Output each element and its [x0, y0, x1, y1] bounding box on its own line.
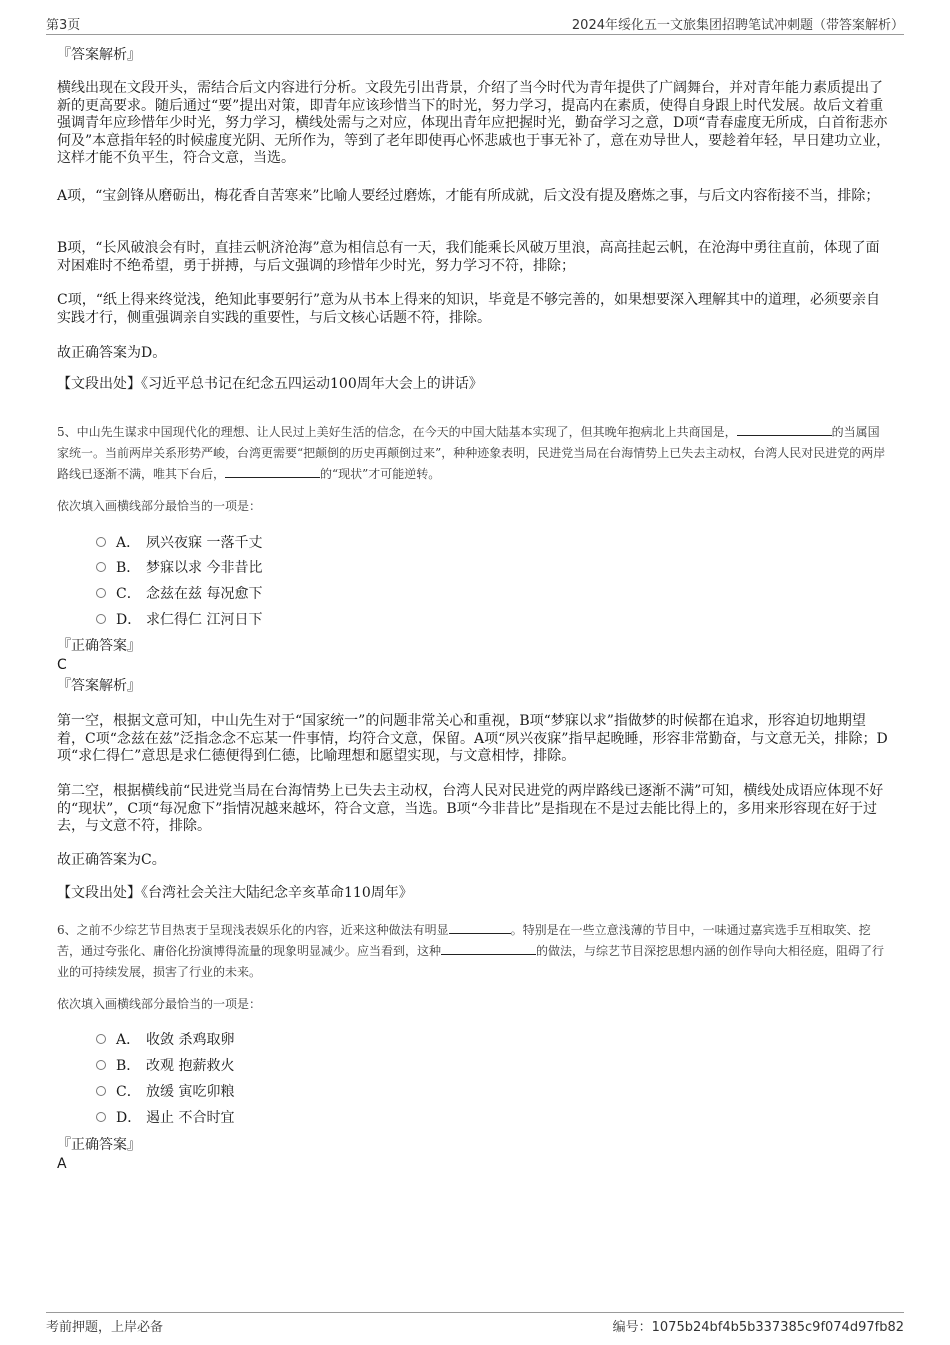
q6-stem [57, 920, 891, 983]
q5-prompt: 依次填入画横线部分最恰当的一项是： [57, 499, 262, 513]
q4-analysis-p1: 横线出现在文段开头，需结合后文内容进行分析。文段先引出背景，介绍了当今时代为青年提供了广阔舞台，并对青年能力素质提出了新的更高要求。随后通过“要”提出对策，即青年应该珍惜当下的时光，努力学习，提高内在素质，使得自身跟上时代发展。故后文着重强调青年应珍惜年少时光，努力学习，横线处需与之对应，体现出青年应把握时光，勤奋学习之意，D项“青春虚度无所成，白首衔悲亦何及”本意指年轻的时候虚度光阴、无所作为，等到了老年即使再心怀悲戚也于事无补了，意在劝导世人，要趁着年轻，早日建功立业，这样才能不负平生，符合文意，当选。 [57, 80, 891, 166]
radio-icon[interactable] [96, 1112, 106, 1122]
q5-answer: C [57, 657, 67, 673]
q6-option-b[interactable]: B． 改观 抱薪救火 [96, 1056, 234, 1076]
q6-answer-label: 『正确答案』 [57, 1137, 141, 1153]
q4-conclusion: 故正确答案为D。 [57, 345, 167, 361]
q5-source: 【文段出处】《台湾社会关注大陆纪念辛亥革命110周年》 [57, 885, 413, 901]
radio-icon[interactable] [96, 1060, 106, 1070]
q5-option-a[interactable]: A． 夙兴夜寐 一落千丈 [96, 533, 262, 553]
blank-2 [225, 465, 320, 478]
footer-slogan: 考前押题，上岸必备 [46, 1320, 164, 1335]
q6-option-d[interactable]: D． 遏止 不合时宜 [96, 1108, 234, 1128]
q5-analysis-p1: 第一空，根据文意可知，中山先生对于“国家统一”的问题非常关心和重视，B项“梦寐以求”指做梦的时候都在追求，形容迫切地期望着，C项“念兹在兹”泛指念念不忘某一件事情，均符合文意，保留。A项“夙兴夜寐”指早起晚睡，形容非常勤奋，与文意无关，排除；D项“求仁得仁”意思是求仁德便得到仁德，比喻理想和愿望实现，与文意相悖，排除。 [57, 713, 888, 764]
q6-stem-part2: 。特别是在一些立意浅薄的节目中，一味通过嘉宾选手互相取笑、挖苦，通过夸张化、庸俗化扮演博得流量的现象明显减少。应当看到，这种 [57, 923, 871, 958]
q5-analysis-p2: 第二空，根据横线前“民进党当局在台海情势上已失去主动权，台湾人民对民进党的两岸路线已逐渐不满”可知，横线处成语应体现不好的“现状”，C项“每况愈下”指情况越来越坏，符合文意，当选。B项“今非昔比”是指现在不是过去能比得上的，多用来形容现在好于过去，与文意不符，排除。 [57, 783, 884, 834]
blank-2 [441, 942, 536, 955]
q4-analysis-p4: C项，“纸上得来终觉浅，绝知此事要躬行”意为从书本上得来的知识，毕竟是不够完善的，如果想要深入理解其中的道理，必须要亲自实践才行，侧重强调亲自实践的重要性，与后文核心话题不符，排除。 [57, 292, 881, 326]
q5-stem-part3: 的“现状”才可能逆转。 [320, 467, 441, 481]
radio-icon[interactable] [96, 614, 106, 624]
q6-option-c[interactable]: C． 放缓 寅吃卯粮 [96, 1082, 234, 1102]
q6-answer: A [57, 1156, 67, 1172]
q5-stem-part2: 的当属国家统一。当前两岸关系形势严峻，台湾更需要“把颠倒的历史再颠倒过来”，种种迹象表明，民进党当局在台海情势上已失去主动权，台湾人民对民进党的两岸路线已逐渐不满，唯其下台后， [57, 425, 886, 481]
q5-stem-part1: 5、中山先生谋求中国现代化的理想、让人民过上美好生活的信念，在今天的中国大陆基本实现了，但其晚年抱病北上共商国是， [57, 425, 737, 439]
radio-icon[interactable] [96, 1086, 106, 1096]
q6-stem-part1: 6、之前不少综艺节目热衷于呈现浅表娱乐化的内容，近来这种做法有明显 [57, 923, 449, 937]
radio-icon[interactable] [96, 537, 106, 547]
q6-stem-part3: 的做法，与综艺节目深挖思想内涵的创作导向大相径庭，阻碍了行业的可持续发展，损害了行业的未来。 [57, 944, 885, 979]
radio-icon[interactable] [96, 588, 106, 598]
q5-stem [57, 422, 891, 485]
radio-icon[interactable] [96, 1034, 106, 1044]
q4-analysis-p2: A项，“宝剑锋从磨砺出，梅花香自苦寒来”比喻人要经过磨炼，才能有所成就，后文没有提及磨炼之事，与后文内容衔接不当，排除； [57, 188, 880, 204]
q5-answer-label: 『正确答案』 [57, 638, 141, 654]
q5-option-d[interactable]: D． 求仁得仁 江河日下 [96, 610, 262, 630]
q4-source: 【文段出处】《习近平总书记在纪念五四运动100周年大会上的讲话》 [57, 376, 483, 392]
q6-option-a[interactable]: A． 收敛 杀鸡取卵 [96, 1030, 234, 1050]
page-header [46, 12, 904, 35]
q5-option-c[interactable]: C． 念兹在兹 每况愈下 [96, 584, 262, 604]
q6-prompt: 依次填入画横线部分最恰当的一项是： [57, 997, 262, 1011]
q5-conclusion: 故正确答案为C。 [57, 852, 166, 868]
q5-option-b[interactable]: B． 梦寐以求 今非昔比 [96, 558, 262, 578]
q4-analysis-label: 『答案解析』 [57, 47, 141, 63]
document-id: 编号：1075b24bf4b5b337385c9f074d97fb82 [612, 1320, 904, 1335]
blank-1 [449, 921, 511, 934]
q4-analysis-p3: B项，“长风破浪会有时，直挂云帆济沧海”意为相信总有一天，我们能乘长风破万里浪，高高挂起云帆，在沧海中勇往直前，体现了面对困难时不绝希望，勇于拼搏，与后文强调的珍惜年少时光，努力学习不符，排除； [57, 240, 880, 274]
radio-icon[interactable] [96, 562, 106, 572]
page-number: 第3页 [46, 18, 81, 33]
document-title: 2024年绥化五一文旅集团招聘笔试冲刺题（带答案解析） [571, 18, 904, 33]
blank-1 [737, 423, 832, 436]
page-footer [46, 1312, 904, 1335]
q5-analysis-label: 『答案解析』 [57, 678, 141, 694]
